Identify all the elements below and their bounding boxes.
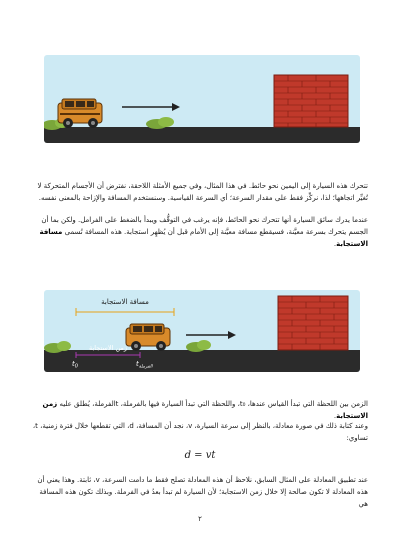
figure-car-approaching-wall bbox=[44, 55, 360, 143]
brick-wall bbox=[274, 75, 348, 127]
t0-symbol: t bbox=[72, 360, 75, 368]
response-distance-label: مسافة الاستجابة bbox=[101, 298, 149, 306]
t-brake-symbol: t bbox=[136, 360, 139, 368]
paragraph-4: وعند كتابة ذلك في صورة معادلة، بالنظر إلى سرعة السيارة، v، نجد أن المسافة، d، التي تقطعها خلال فترة زمنية، t، تساوي: bbox=[32, 422, 368, 442]
paragraph-1: تتحرك هذه السيارة إلى اليمين نحو حائط. في هذا المثال، وفي جميع الأمثلة اللاحقة، نفترض أن الأجسام المتحركة لا تُغيِّر اتجاهها؛ لذا، نركِّز فقط على مقدار السرعة؛ أي السرعة القياسية. وسنستخدم المسافة والإزاحة بالمعنى نفسه. bbox=[37, 182, 368, 202]
figure-1-illustration bbox=[44, 55, 360, 143]
equation-d-equals-vt: d = vt bbox=[184, 450, 216, 461]
paragraph-3: الزمن بين اللحظة التي تبدأ القياس عندها، t₀، واللحظة التي تبدأ السيارة فيها بالفرملة، tالفرملة، يُطلق عليه زمن الاستجابة. bbox=[42, 400, 368, 420]
t0-subscript: 0 bbox=[74, 363, 78, 370]
paragraph-5: عند تطبيق المعادلة على المثال السابق، نلاحظ أن هذه المعادلة تصلح فقط ما دامت السرعة، v، ثابتة. وهذا يعني أن هذه المعادلة لا تكون صالحة إلا خلال زمن الاستجابة؛ لأن السيارة لم تبدأ بعدُ في الفرملة. وبذلك تكون هذه المسافة هي bbox=[37, 476, 368, 508]
paragraph-2-text: عندما يدرك سائق السيارة أنها تتحرك نحو الحائط، فإنه يرغب في التوقُّف ويبدأ بالضغط على الفرامل. ولكن بما أن الجسم يتحرك بسرعة معيَّنة، فسيقطع مسافة معيَّنة إلى الأمام قبل أن يُظهِر استجابة. هذه المسافة تُسمى bbox=[41, 216, 368, 236]
t-brake-subscript: الفرملة bbox=[138, 364, 153, 370]
paragraph-3-text: الزمن بين اللحظة التي تبدأ القياس عندها، t₀، واللحظة التي تبدأ السيارة فيها بالفرملة، tالفرملة، يُطلق عليه bbox=[59, 400, 368, 408]
ground bbox=[44, 127, 360, 143]
figure-2-illustration bbox=[44, 290, 360, 372]
figure-response-distance bbox=[44, 290, 360, 372]
page-number: ٢ bbox=[198, 515, 202, 523]
brick-wall bbox=[278, 296, 348, 350]
term-response-time: زمن الاستجابة bbox=[42, 400, 368, 420]
response-time-label: زمن الاستجابة bbox=[88, 344, 128, 352]
term-response-distance: مسافة الاستجابة bbox=[39, 228, 368, 248]
ground bbox=[44, 350, 360, 372]
paragraph-2: عندما يدرك سائق السيارة أنها تتحرك نحو الحائط، فإنه يرغب في التوقُّف ويبدأ بالضغط على الفرامل. ولكن بما أن الجسم يتحرك بسرعة معيَّنة، فسيقطع مسافة معيَّنة إلى الأمام قبل أن يُظهِر استجابة. هذه المسافة تُسمى مسافة الاستجابة. bbox=[39, 216, 368, 248]
